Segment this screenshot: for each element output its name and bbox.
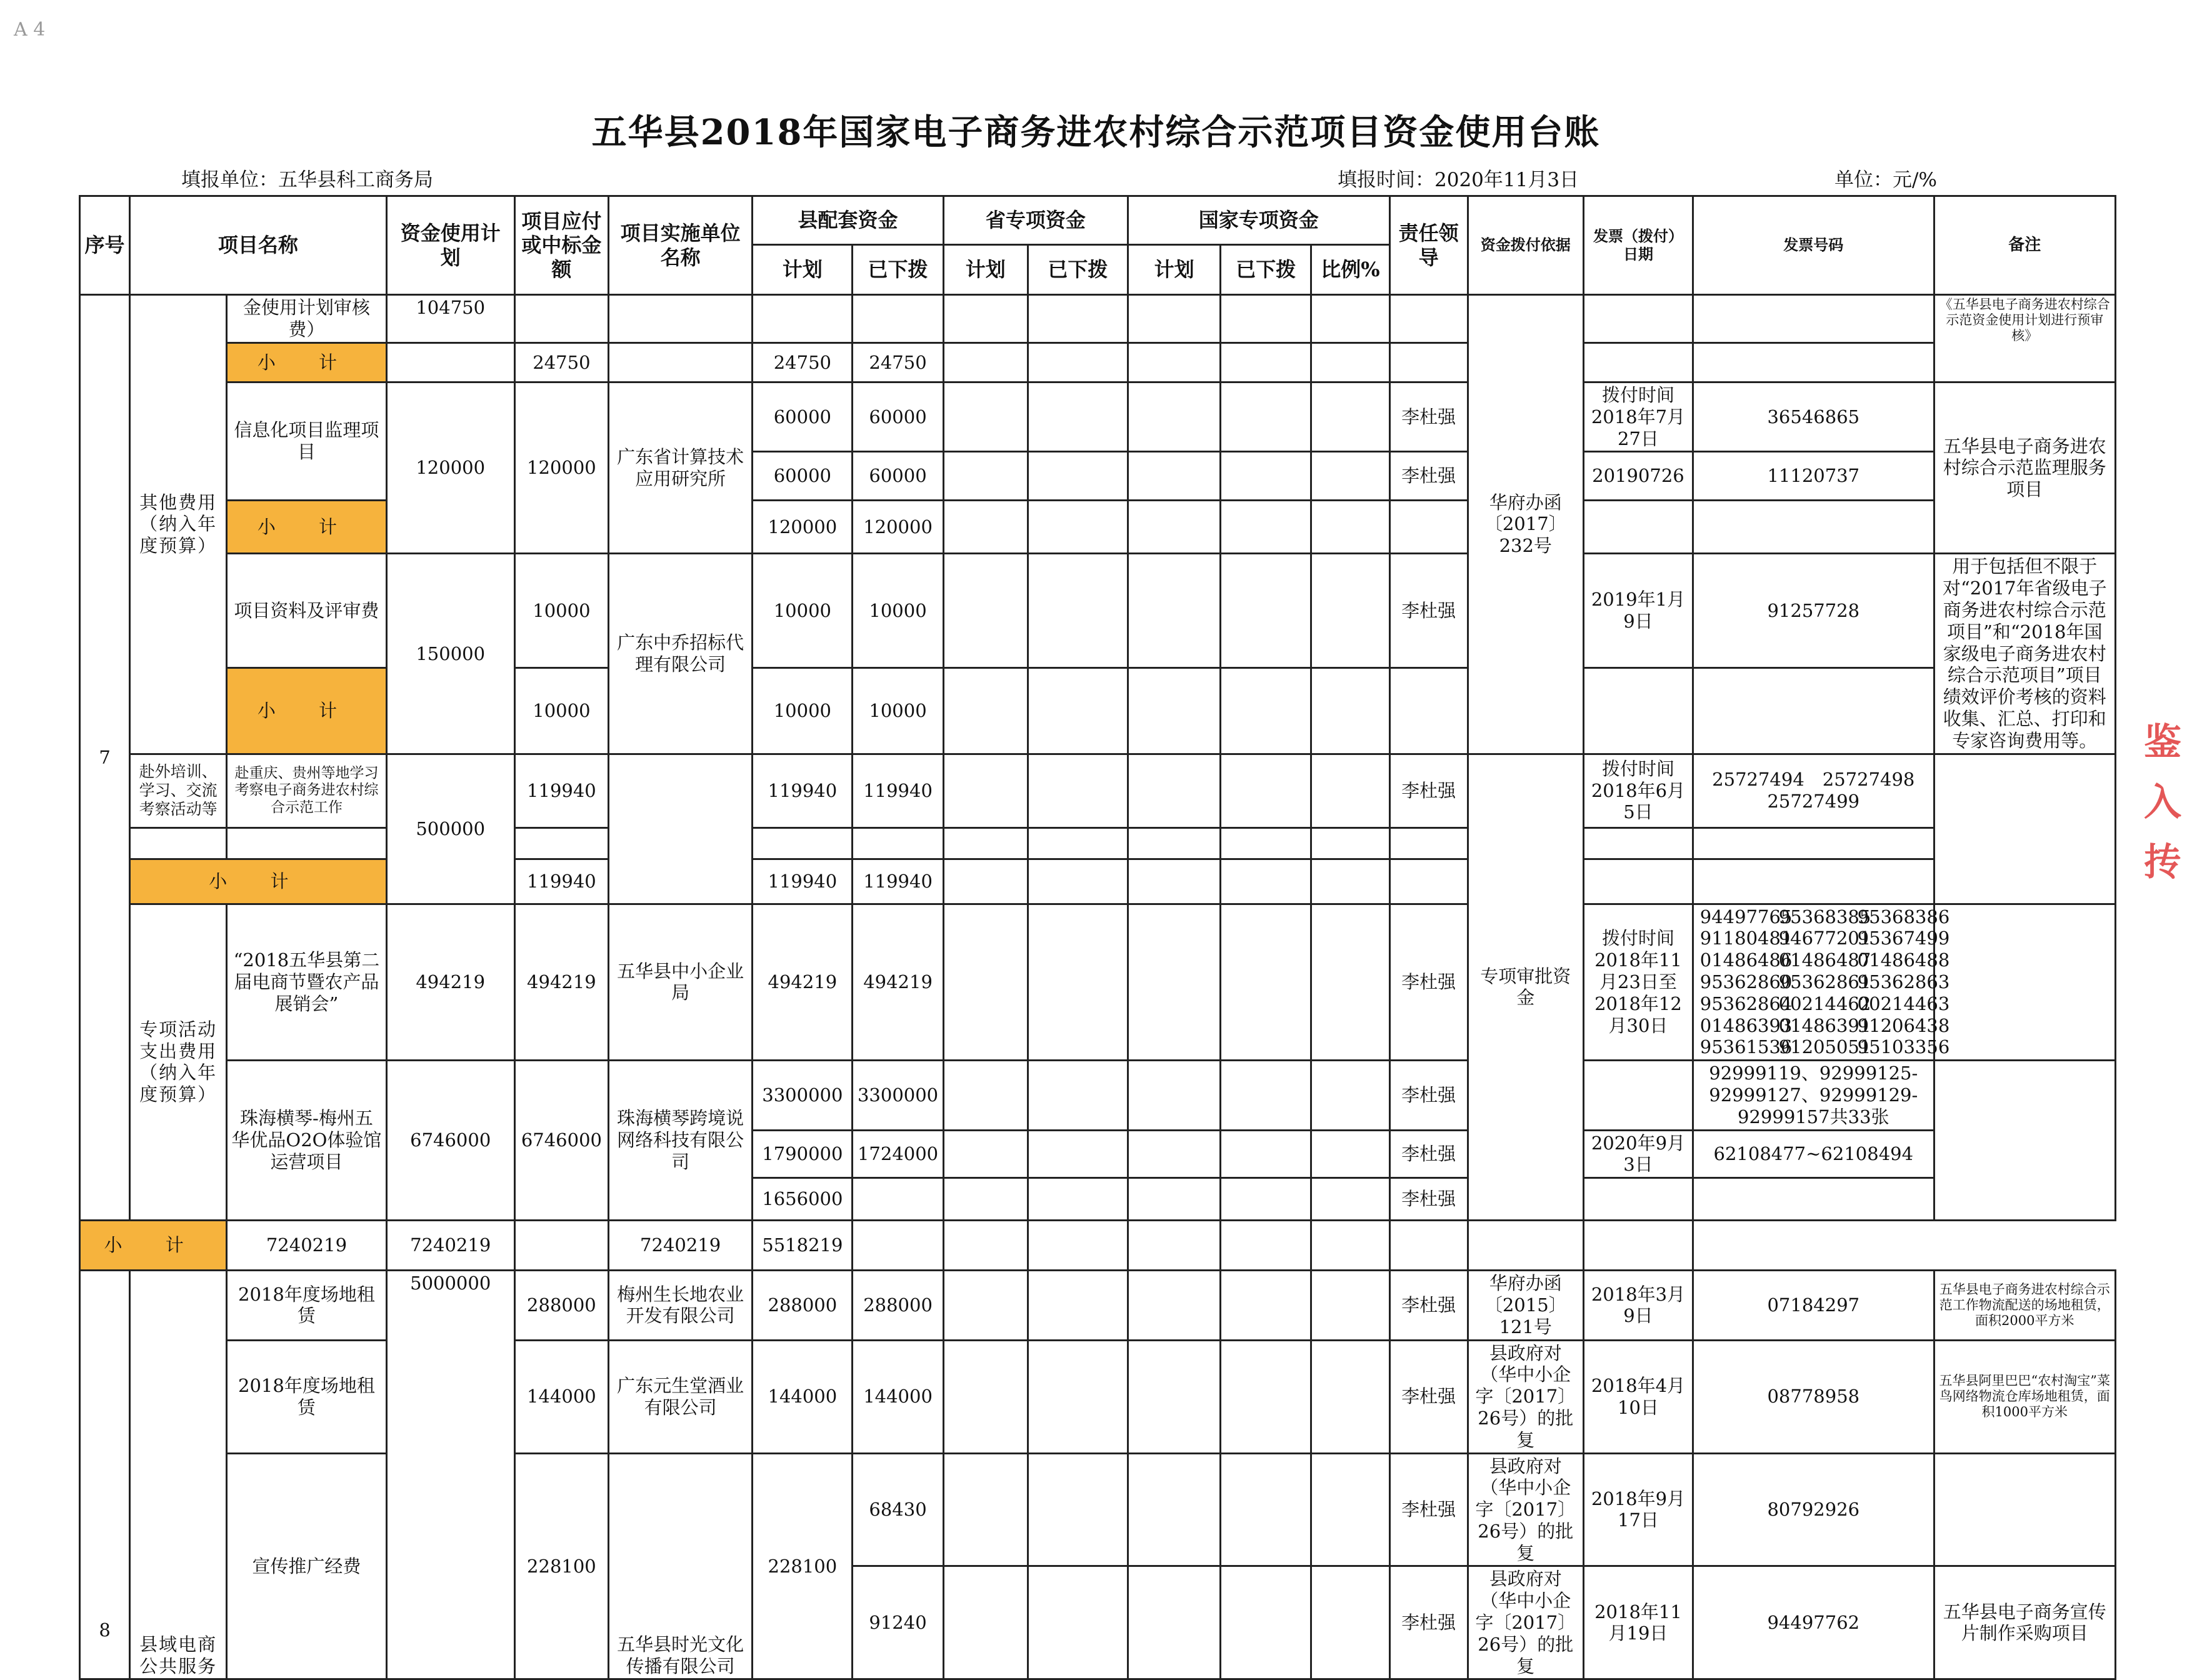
table-row: [80, 501, 2116, 554]
leader-value: 李杜强: [1389, 1271, 1468, 1340]
county-done-value: 5518219: [753, 1221, 853, 1271]
item-name: 2018年度场地租赁: [227, 1340, 386, 1453]
invoice-no: 91257728: [1693, 554, 1934, 668]
impl-value: 梅州生长地农业开发有限公司: [609, 1271, 753, 1340]
invoice-no: 92999119、92999125-92999127、92999129-92999157共33张: [1693, 1061, 1934, 1130]
invoice-no: 07184297: [1693, 1271, 1934, 1340]
ledger-table: [79, 195, 2116, 1680]
header-payable: 项目应付或中标金额: [514, 196, 608, 295]
county-plan-value: 1790000: [753, 1130, 853, 1178]
stamp-char: 入: [2144, 781, 2181, 824]
table-row: [80, 295, 2116, 343]
basis-value: 县政府对（华中小企字〔2017〕26号）的批复: [1468, 1340, 1583, 1453]
county-plan-value: 119940: [753, 859, 853, 904]
county-done-value: 119940: [853, 754, 943, 828]
county-plan-value: 60000: [753, 382, 853, 452]
impl-value: 广东元生堂酒业有限公司: [609, 1340, 753, 1453]
plan-value: 6746000: [386, 1061, 514, 1221]
header-basis: 资金拨付依据: [1468, 196, 1583, 295]
item-name: 宣传推广经费: [227, 1453, 386, 1679]
category-special: 专项活动支出费用（纳入年度预算）: [130, 904, 227, 1221]
seq-7: 7: [80, 295, 130, 1221]
invoice-code: 91205051: [1778, 1036, 1871, 1058]
county-plan-value: 10000: [753, 554, 853, 668]
leader-value: 李杜强: [1389, 754, 1468, 828]
impl-value: 广东中乔招标代理有限公司: [609, 554, 753, 754]
header-province: 省专项资金: [943, 196, 1128, 245]
category-public-service: 县域电商公共服务: [130, 1271, 227, 1679]
code-line: [1698, 971, 1950, 993]
county-done-value: 120000: [853, 501, 943, 554]
county-plan-value: 228100: [753, 1453, 853, 1679]
table-row: [80, 904, 2116, 1061]
county-plan-value: 7240219: [609, 1221, 753, 1271]
invoice-code: 95362863: [1857, 971, 1950, 992]
header-invoice-date: 发票（拨付）日期: [1583, 196, 1693, 295]
code-line: [1698, 949, 1950, 971]
header-plan: 资金使用计划: [386, 196, 514, 295]
invoice-code: 00214463: [1857, 992, 1950, 1014]
plan-value: 494219: [386, 904, 514, 1061]
invoice-date: 2018年3月9日: [1583, 1271, 1693, 1340]
payable-value: 10000: [514, 554, 608, 668]
subheader-province-done: 已下拨: [1028, 245, 1128, 295]
subheader-nation-done: 已下拨: [1221, 245, 1311, 295]
payable-value: 228100: [514, 1453, 608, 1679]
invoice-code: 00214462: [1778, 992, 1871, 1014]
invoice-date: 20190726: [1583, 452, 1693, 501]
county-plan-value: 3300000: [753, 1061, 853, 1130]
basis-value: 华府办函〔2017〕232号: [1468, 295, 1583, 754]
invoice-code: 94677201: [1778, 928, 1871, 949]
remark-value: 五华县阿里巴巴“农村淘宝”菜鸟网络物流仓库场地租赁，面积1000平方米: [1934, 1340, 2115, 1453]
subheader-county-done: 已下拨: [853, 245, 943, 295]
county-done-value: 24750: [853, 343, 943, 382]
invoice-date: 拨付时间2018年7月27日: [1583, 382, 1693, 452]
item-name: 信息化项目监理项目: [227, 382, 386, 501]
remark-value: 《五华县电子商务进农村综合示范资金使用计划进行预审核》: [1934, 295, 2115, 382]
invoice-code: 95368386: [1857, 906, 1950, 928]
leader-value: 李杜强: [1389, 904, 1468, 1061]
county-plan-value: 494219: [753, 904, 853, 1061]
remark-value: 用于包括但不限于对“2017年省级电子商务进农村综合示范项目”和“2018年国家级电子商务进农村综合示范项目”项目绩效评价考核的资料收集、汇总、打印和专家咨询费用等。: [1934, 554, 2115, 754]
item-name: 项目资料及评审费: [227, 554, 386, 668]
invoice-no: 62108477~62108494: [1693, 1130, 1934, 1178]
county-plan-value: 119940: [753, 754, 853, 828]
header-leader: 责任领导: [1389, 196, 1468, 295]
invoice-code: 01486393: [1699, 1014, 1793, 1036]
invoice-date: 2018年9月17日: [1583, 1453, 1693, 1566]
payable-value: 119940: [514, 754, 608, 828]
category-other: 其他费用（纳入年度预算）: [130, 295, 227, 754]
county-plan-value: 24750: [753, 343, 853, 382]
subtotal-label: 小 计: [130, 859, 387, 904]
plan-value: 500000: [386, 754, 514, 904]
code-line: [1698, 1014, 1950, 1037]
basis-value: 县政府对（华中小企字〔2017〕26号）的批复: [1468, 1453, 1583, 1566]
leader-value: 李杜强: [1389, 1178, 1468, 1221]
plan-value: 7240219: [227, 1221, 386, 1271]
payable-value: 24750: [514, 343, 608, 382]
fill-unit: 填报单位：五华县科工商务局: [181, 169, 433, 191]
unit-label: 单位：元/%: [1834, 169, 1937, 191]
table-row: [80, 1271, 2116, 1340]
county-done-value: 60000: [853, 452, 943, 501]
invoice-code: 95362860: [1699, 971, 1793, 992]
invoice-code: 01486486: [1699, 949, 1793, 971]
seq-8: 8: [80, 1271, 130, 1679]
county-done-value: 494219: [853, 904, 943, 1061]
subheader-nation-ratio: 比例%: [1311, 245, 1389, 295]
payable-value: 7240219: [386, 1221, 514, 1271]
table-row: [80, 1453, 2116, 1566]
county-plan-value: 10000: [753, 668, 853, 754]
item-name: 2018年度场地租赁: [227, 1271, 386, 1340]
payable-value: 288000: [514, 1271, 608, 1340]
subtotal-label: 小 计: [227, 343, 386, 382]
payable-value: 144000: [514, 1340, 608, 1453]
remark-value: 五华县电子商务进农村综合示范监理服务项目: [1934, 382, 2115, 554]
impl-value: 广东省计算技术应用研究所: [609, 382, 753, 554]
county-plan-value: 60000: [753, 452, 853, 501]
invoice-code: 91206438: [1857, 1014, 1950, 1036]
impl-value: 珠海横琴跨境说网络科技有限公司: [609, 1061, 753, 1221]
leader-value: 李杜强: [1389, 1061, 1468, 1130]
invoice-no: 25727494 25727498 25727499: [1693, 754, 1934, 828]
subheader-nation-plan: 计划: [1128, 245, 1221, 295]
subheader-province-plan: 计划: [943, 245, 1028, 295]
county-done-value: 91240: [853, 1566, 943, 1679]
invoice-code: 95368385: [1778, 906, 1871, 928]
corner-mark: A 4: [14, 19, 46, 41]
invoice-code: 01486391: [1778, 1014, 1871, 1036]
county-done-value: 60000: [853, 382, 943, 452]
county-plan-value: 1656000: [753, 1178, 853, 1221]
basis-special: 专项审批资金: [1468, 754, 1583, 1221]
red-seal-stamp: [2144, 712, 2188, 1050]
county-done-value: 144000: [853, 1340, 943, 1453]
payable-value: 494219: [514, 904, 608, 1061]
invoice-code: 94497765: [1699, 906, 1793, 928]
table-row: [80, 1221, 2116, 1271]
subtotal-label: 小 计: [227, 668, 386, 754]
leader-value: 李杜强: [1389, 452, 1468, 501]
header-county: 县配套资金: [753, 196, 943, 245]
leader-value: 李杜强: [1389, 554, 1468, 668]
invoice-code: 95103356: [1857, 1036, 1950, 1058]
county-plan-value: 120000: [753, 501, 853, 554]
invoice-code: 01486487: [1778, 949, 1871, 971]
impl-value: 五华县中小企业局: [609, 904, 753, 1061]
invoice-date: 2019年1月9日: [1583, 554, 1693, 668]
subheader-county-plan: 计划: [753, 245, 853, 295]
invoice-no: 36546865: [1693, 382, 1934, 452]
plan-value: 5000000: [386, 1271, 514, 1679]
invoice-code: 95362861: [1778, 971, 1871, 992]
fill-time: 填报时间：2020年11月3日: [1338, 169, 1579, 191]
table-row: [80, 859, 2116, 904]
item-name: “2018五华县第二届电商节暨农产品展销会”: [227, 904, 386, 1061]
plan-value: 104750: [386, 295, 514, 343]
item-name: 赴重庆、贵州等地学习考察电子商务进农村综合示范工作: [227, 754, 386, 828]
plan-value: 150000: [386, 554, 514, 754]
invoice-no: 08778958: [1693, 1340, 1934, 1453]
county-done-value: 10000: [853, 668, 943, 754]
payable-value: 119940: [514, 859, 608, 904]
invoice-no: 11120737: [1693, 452, 1934, 501]
item-name: 金使用计划审核费）: [227, 295, 386, 343]
header-nation: 国家专项资金: [1128, 196, 1390, 245]
category-training: 赴外培训、学习、交流考察活动等: [130, 754, 227, 828]
plan-value: 120000: [386, 382, 514, 554]
invoice-code: 95361536: [1699, 1036, 1793, 1058]
payable-value: 120000: [514, 382, 608, 554]
header-row: [80, 196, 2116, 245]
page-title: 五华县2018年国家电子商务进农村综合示范项目资金使用台账: [591, 112, 1601, 153]
stamp-char: 鉴: [2144, 721, 2181, 764]
invoice-code: 01486488: [1857, 949, 1950, 971]
invoice-date: 2020年9月3日: [1583, 1130, 1693, 1178]
table-row: [80, 554, 2116, 668]
table-row: [80, 754, 2116, 828]
invoice-code: 91180481: [1699, 928, 1793, 949]
table-row: [80, 668, 2116, 754]
header-seq: 序号: [80, 196, 130, 295]
invoice-no: 94497762: [1693, 1566, 1934, 1679]
code-line: [1698, 1036, 1950, 1058]
basis-value: 华府办函〔2015〕121号: [1468, 1271, 1583, 1340]
stamp-char: 抟: [2144, 841, 2181, 884]
header-project: 项目名称: [130, 196, 387, 295]
remark-value: 五华县电子商务宣传片制作采购项目: [1934, 1566, 2115, 1679]
county-done-value: 288000: [853, 1271, 943, 1340]
invoice-date: 2018年11月19日: [1583, 1566, 1693, 1679]
county-done-value: 119940: [853, 859, 943, 904]
code-line: [1698, 906, 1950, 928]
leader-value: 李杜强: [1389, 382, 1468, 452]
subtotal-label: 小 计: [227, 501, 386, 554]
leader-value: 李杜强: [1389, 1340, 1468, 1453]
code-line: [1698, 928, 1950, 949]
county-done-value: 68430: [853, 1453, 943, 1566]
county-done-value: 1724000: [853, 1130, 943, 1178]
county-done-value: 3300000: [853, 1061, 943, 1130]
payable-value: 10000: [514, 668, 608, 754]
county-done-value: 10000: [853, 554, 943, 668]
header-impl: 项目实施单位名称: [609, 196, 753, 295]
leader-value: 李杜强: [1389, 1453, 1468, 1566]
basis-value: 县政府对（华中小企字〔2017〕26号）的批复: [1468, 1566, 1583, 1679]
header-invoice-no: 发票号码: [1693, 196, 1934, 295]
remark-value: 五华县电子商务进农村综合示范工作物流配送的场地租赁，面积2000平方米: [1934, 1271, 2115, 1340]
table-row: [80, 382, 2116, 452]
table-row: [80, 828, 2116, 859]
item-name: 珠海横琴-梅州五华优品O2O体验馆运营项目: [227, 1061, 386, 1221]
header-remark: 备注: [1934, 196, 2115, 295]
invoice-code: 95367499: [1857, 928, 1950, 949]
invoice-date: 拨付时间2018年6月5日: [1583, 754, 1693, 828]
impl-value: 五华县时光文化传播有限公司: [609, 1453, 753, 1679]
invoice-codes: [1693, 904, 1950, 1061]
invoice-date: 2018年4月10日: [1583, 1340, 1693, 1453]
county-plan-value: 288000: [753, 1271, 853, 1340]
invoice-date: 拨付时间2018年11月23日至2018年12月30日: [1583, 904, 1693, 1061]
leader-value: 李杜强: [1389, 1566, 1468, 1679]
table-row: [80, 1340, 2116, 1453]
county-plan-value: 144000: [753, 1340, 853, 1453]
invoice-no: 80792926: [1693, 1453, 1934, 1566]
leader-value: 李杜强: [1389, 1130, 1468, 1178]
table-row: [80, 1061, 2116, 1130]
payable-value: 6746000: [514, 1061, 608, 1221]
invoice-code: 95362864: [1699, 992, 1793, 1014]
table-row: [80, 343, 2116, 382]
code-line: [1698, 992, 1950, 1015]
subtotal-label: 小 计: [80, 1221, 227, 1271]
